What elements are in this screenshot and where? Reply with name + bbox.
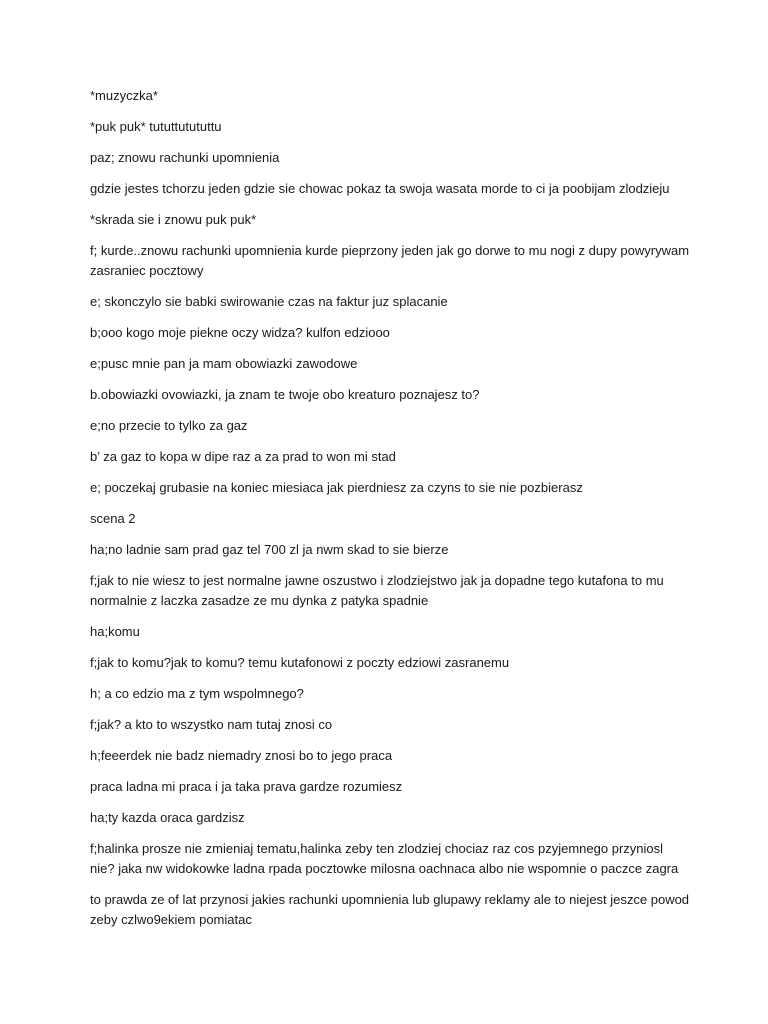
paragraph: e;no przecie to tylko za gaz — [90, 418, 248, 433]
paragraph: e; skonczylo sie babki swirowanie czas na faktur juz splacanie — [90, 294, 448, 309]
paragraph: b’ za gaz to kopa w dipe raz a za prad to won mi stad — [90, 449, 396, 464]
paragraph: h;feeerdek nie badz niemadry znosi bo to jego praca — [90, 748, 393, 763]
paragraph: *muzyczka* — [90, 88, 158, 103]
paragraph: to prawda ze of lat przynosi jakies rachunki upomnienia lub glupawy reklamy ale to niejest jeszce powod zeby czlwo9ekiem pomiatac — [90, 892, 690, 927]
paragraph: f;jak to komu?jak to komu? temu kutafonowi z poczty edziowi zasranemu — [90, 655, 510, 670]
paragraph: ha;ty kazda oraca gardzisz — [90, 810, 245, 825]
paragraph: f;halinka prosze nie zmieniaj tematu,halinka zeby ten zlodziej chociaz raz cos pzyjemnego przyniosl nie? jaka nw widokowke ladna rpada pocztowke milosna oachnaca albo nie wspomnie o paczce zagra — [90, 841, 679, 876]
paragraph: b.obowiazki ovowiazki, ja znam te twoje obo kreaturo poznajesz to? — [90, 387, 480, 402]
paragraph: *puk puk* tututtutututtu — [90, 119, 222, 134]
paragraph: ha;no ladnie sam prad gaz tel 700 zl ja nwm skad to sie bierze — [90, 542, 449, 557]
paragraph: f;jak to nie wiesz to jest normalne jawne oszustwo i zlodziejstwo jak ja dopadne tego kutafona to mu normalnie z laczka zasadze ze mu dynka z patyka spadnie — [90, 573, 664, 608]
paragraph: praca ladna mi praca i ja taka prava gardze rozumiesz — [90, 779, 403, 794]
paragraph: e;pusc mnie pan ja mam obowiazki zawodowe — [90, 356, 358, 371]
paragraph: *skrada sie i znowu puk puk* — [90, 212, 257, 227]
paragraph: f; kurde..znowu rachunki upomnienia kurde pieprzony jeden jak go dorwe to mu nogi z dupy powyrywam zasraniec pocztowy — [90, 243, 690, 278]
paragraph: f;jak? a kto to wszystko nam tutaj znosi co — [90, 717, 333, 732]
paragraph: h; a co edzio ma z tym wspolmnego? — [90, 686, 304, 701]
paragraph: b;ooo kogo moje piekne oczy widza? kulfon edziooo — [90, 325, 390, 340]
paragraph: gdzie jestes tchorzu jeden gdzie sie chowac pokaz ta swoja wasata morde to ci ja poobijam zlodzieju — [90, 181, 670, 196]
paragraph: e; poczekaj grubasie na koniec miesiaca jak pierdniesz za czyns to sie nie pozbierasz — [90, 480, 583, 495]
document-body — [90, 86, 690, 941]
paragraph: ha;komu — [90, 624, 140, 639]
paragraph: paz; znowu rachunki upomnienia — [90, 150, 280, 165]
scene-heading: scena 2 — [90, 511, 136, 526]
